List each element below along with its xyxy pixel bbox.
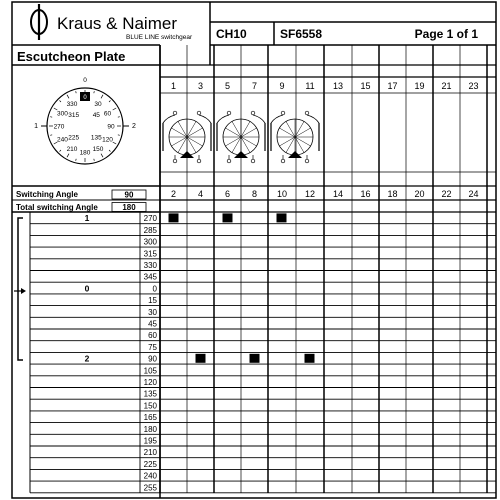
dial-label-outer: 330 bbox=[66, 100, 78, 108]
cam-contact-icon bbox=[217, 111, 265, 163]
dial-tick bbox=[60, 101, 61, 102]
dial-label-outer: 150 bbox=[92, 145, 104, 153]
logo bbox=[31, 4, 193, 41]
dial-handle-label: 0 bbox=[83, 95, 87, 101]
dial-tick bbox=[109, 150, 110, 151]
dial-label-inner: 315 bbox=[68, 111, 80, 119]
contact-number-bottom: 20 bbox=[414, 189, 425, 199]
contact-number-bottom: 12 bbox=[304, 189, 316, 199]
contact-number-bottom: 10 bbox=[276, 189, 288, 199]
page-indicator: Page 1 of 1 bbox=[414, 27, 478, 41]
contact-grid bbox=[160, 45, 496, 493]
arrow-right-icon bbox=[14, 288, 26, 294]
angle-label: 345 bbox=[143, 272, 157, 282]
table-row bbox=[30, 413, 496, 423]
dial-tick bbox=[76, 159, 77, 161]
dial-tick bbox=[67, 154, 69, 157]
angle-label: 330 bbox=[143, 261, 157, 270]
angle-label: 210 bbox=[143, 448, 157, 458]
angle-label: 180 bbox=[143, 424, 157, 434]
angle-label: 135 bbox=[143, 389, 157, 399]
table-row bbox=[30, 283, 496, 294]
angle-label: 0 bbox=[152, 284, 157, 294]
dial-tick bbox=[118, 117, 120, 118]
contact-closed-marker bbox=[277, 213, 287, 222]
table-row bbox=[30, 249, 496, 259]
angle-label: 240 bbox=[143, 471, 157, 481]
angle-label: 90 bbox=[148, 354, 157, 364]
contact-closed-marker bbox=[250, 354, 260, 363]
total-switching-angle-label: Total switching Angle bbox=[16, 203, 98, 212]
contact-closed-marker bbox=[305, 354, 315, 363]
table-row bbox=[30, 343, 496, 353]
dial-label-inner: 225 bbox=[68, 134, 80, 142]
brand-subtitle: BLUE LINE switchgear bbox=[126, 34, 193, 41]
dial-label-outer: 60 bbox=[103, 110, 112, 118]
position-label: 0 bbox=[84, 283, 90, 294]
angle-label: 165 bbox=[143, 413, 157, 423]
angle-label: 195 bbox=[143, 436, 157, 446]
angle-label: 15 bbox=[148, 296, 157, 306]
contact-closed-marker bbox=[196, 354, 206, 363]
cam-contact-icon bbox=[271, 111, 319, 163]
dial-tick bbox=[109, 101, 110, 102]
dial-tick bbox=[101, 95, 103, 98]
position-label: 2 bbox=[84, 353, 90, 364]
dial-label-top: 0 bbox=[83, 77, 87, 84]
dial-position-left: 1 bbox=[34, 123, 38, 130]
table-row bbox=[30, 308, 496, 318]
switching-angle-value: 90 bbox=[124, 190, 134, 200]
total-switching-angle-value: 180 bbox=[122, 203, 136, 212]
angle-label: 75 bbox=[148, 342, 157, 352]
dial-tick bbox=[50, 117, 52, 118]
angle-label: 60 bbox=[148, 331, 157, 341]
position-label: 1 bbox=[84, 213, 90, 224]
dial-tick bbox=[50, 135, 52, 136]
contact-number-top: 17 bbox=[387, 81, 398, 91]
dial-tick bbox=[113, 142, 116, 144]
table-row bbox=[30, 354, 496, 365]
dial-label-outer: 30 bbox=[94, 100, 102, 108]
contact-number-top: 19 bbox=[414, 81, 425, 91]
dial-tick bbox=[60, 150, 61, 151]
dial-tick bbox=[76, 91, 77, 93]
table-row bbox=[30, 320, 496, 330]
table-row bbox=[30, 261, 496, 271]
contact-number-bottom: 6 bbox=[224, 189, 231, 199]
table-row bbox=[30, 378, 496, 388]
contact-number-bottom: 4 bbox=[197, 189, 204, 199]
angle-label: 285 bbox=[143, 225, 157, 235]
contact-number-top: 13 bbox=[332, 81, 344, 91]
angle-label: 150 bbox=[143, 401, 157, 411]
angle-label: 45 bbox=[148, 319, 157, 329]
dial-label-inner: 45 bbox=[92, 111, 100, 119]
dial-label-outer: 210 bbox=[66, 145, 78, 153]
angle-label: 30 bbox=[148, 307, 157, 317]
escutcheon-dial bbox=[34, 77, 136, 164]
contact-number-bottom: 14 bbox=[332, 189, 344, 199]
angle-label: 120 bbox=[143, 378, 157, 387]
table-row bbox=[30, 296, 496, 306]
contact-number-bottom: 22 bbox=[441, 189, 452, 199]
angle-label: 300 bbox=[143, 237, 157, 247]
cam-contact-icon bbox=[163, 111, 211, 163]
table-row bbox=[30, 448, 496, 458]
contact-number-top: 23 bbox=[468, 81, 479, 91]
product-code: SF6558 bbox=[280, 27, 323, 41]
contact-number-top: 11 bbox=[305, 81, 315, 91]
table-row bbox=[30, 226, 496, 236]
angle-label: 225 bbox=[143, 459, 157, 469]
contact-number-bottom: 24 bbox=[468, 189, 479, 199]
dial-tick bbox=[118, 135, 120, 136]
dial-label-outer: 120 bbox=[102, 136, 113, 144]
table-row bbox=[30, 472, 496, 482]
brand-name: Kraus & Naimer bbox=[57, 14, 177, 33]
dial-tick bbox=[94, 91, 95, 93]
table-row bbox=[30, 437, 496, 447]
contact-number-bottom: 2 bbox=[170, 189, 177, 199]
dial-label-outer: 300 bbox=[57, 110, 68, 118]
phi-logo-icon bbox=[31, 4, 47, 40]
switching-angle-block bbox=[12, 190, 160, 212]
dial-label-inner: 135 bbox=[90, 134, 102, 142]
contact-number-bottom: 18 bbox=[387, 189, 398, 199]
switching-angle-label: Switching Angle bbox=[16, 190, 78, 199]
header bbox=[210, 2, 496, 65]
table-row bbox=[30, 483, 496, 493]
cam-diagrams bbox=[163, 111, 319, 163]
contact-closed-marker bbox=[223, 213, 233, 222]
dial-label-outer: 180 bbox=[79, 149, 91, 157]
table-row bbox=[30, 238, 496, 248]
contact-number-top: 5 bbox=[224, 81, 231, 91]
contact-number-top: 15 bbox=[360, 81, 371, 91]
table-row bbox=[30, 273, 496, 283]
angle-label: 255 bbox=[143, 483, 157, 493]
dial-label-outer: 270 bbox=[53, 123, 65, 131]
contact-number-top: 21 bbox=[441, 81, 452, 91]
contact-number-bottom: 16 bbox=[360, 189, 371, 199]
dial-tick bbox=[67, 95, 69, 98]
table-row bbox=[30, 213, 496, 224]
dial-label-outer: 90 bbox=[107, 123, 115, 131]
table-row bbox=[30, 425, 496, 435]
table-row bbox=[30, 366, 496, 376]
contact-number-top: 7 bbox=[251, 81, 258, 91]
contact-closed-marker bbox=[169, 213, 179, 222]
dial-tick bbox=[113, 108, 116, 110]
dial-tick bbox=[101, 154, 103, 157]
dial-position-right: 2 bbox=[132, 123, 136, 130]
dial-label-outer: 240 bbox=[57, 136, 68, 144]
contact-number-top: 9 bbox=[279, 81, 285, 91]
dial-tick bbox=[94, 159, 95, 161]
table-row bbox=[30, 460, 496, 470]
table-row bbox=[30, 331, 496, 341]
contact-number-top: 3 bbox=[197, 81, 204, 91]
escutcheon-title: Escutcheon Plate bbox=[17, 49, 126, 64]
table-row bbox=[30, 390, 496, 400]
angle-label: 105 bbox=[143, 366, 157, 376]
angle-label: 315 bbox=[143, 249, 157, 259]
angle-label: 270 bbox=[143, 214, 157, 224]
switching-table bbox=[30, 212, 496, 493]
series-code: CH10 bbox=[216, 27, 247, 41]
contact-number-top: 1 bbox=[170, 81, 177, 91]
contact-number-bottom: 8 bbox=[251, 189, 258, 199]
table-row bbox=[30, 401, 496, 411]
